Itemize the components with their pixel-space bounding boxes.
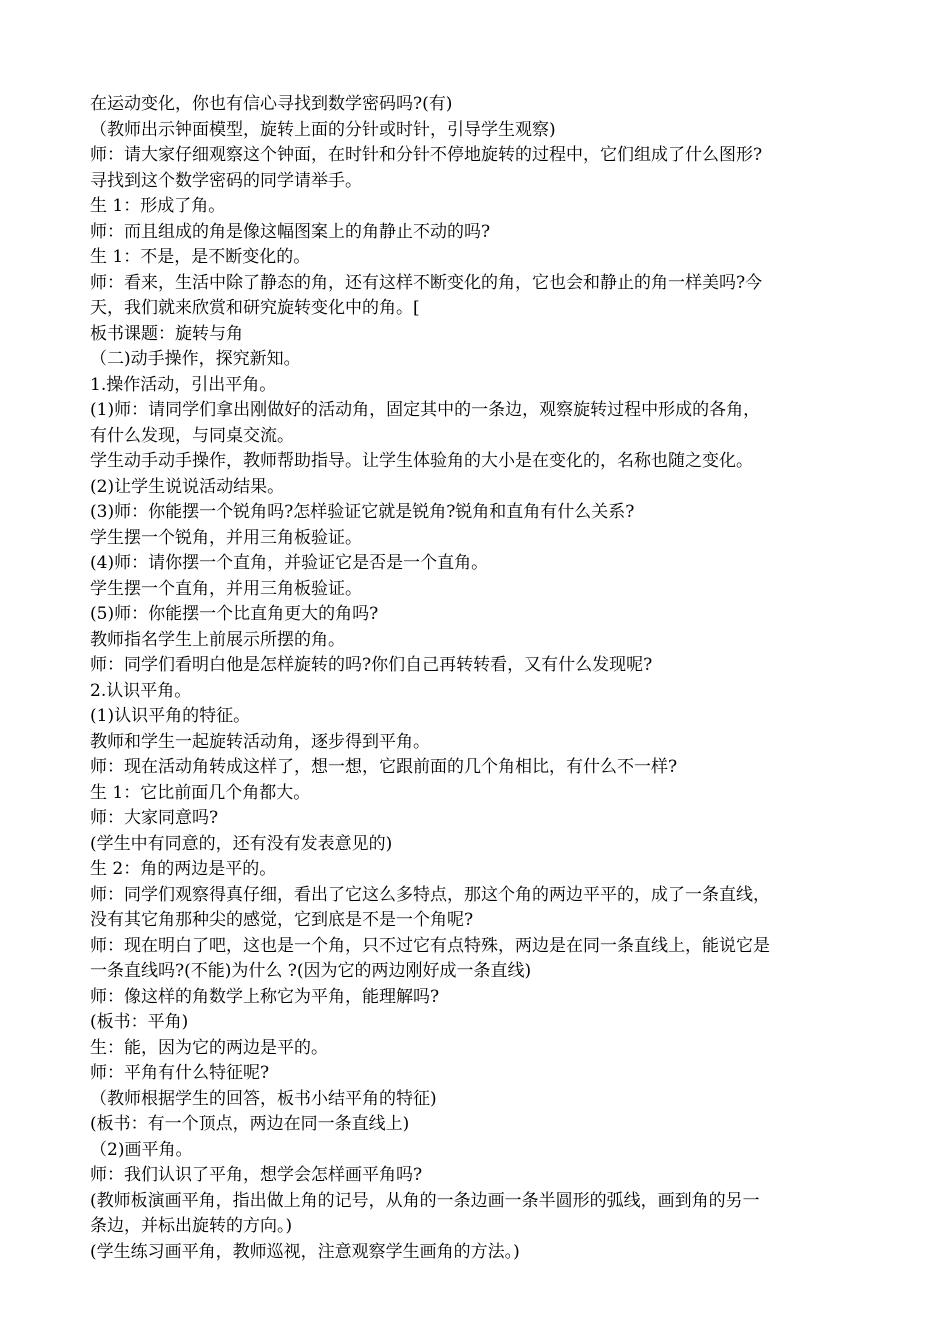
text-line: 师：同学们看明白他是怎样旋转的吗?你们自己再转转看，又有什么发现呢?: [90, 655, 653, 675]
text-line: 生 1：形成了角。: [90, 196, 226, 216]
text-line: 教师指名学生上前展示所摆的角。: [90, 629, 345, 650]
text-line: （教师根据学生的回答，板书小结平角的特征): [90, 1088, 437, 1109]
text-line: 生：能，因为它的两边是平的。: [90, 1037, 328, 1058]
text-line: 天，我们就来欣赏和研究旋转变化中的角。[: [90, 298, 420, 318]
text-line: 学生摆一个锐角，并用三角板验证。: [90, 527, 362, 548]
text-line: 在运动变化，你也有信心寻找到数学密码吗?(有): [90, 94, 453, 114]
text-line: 没有其它角那种尖的感觉，它到底是不是一个角呢?: [90, 910, 474, 930]
text-line: 师：同学们观察得真仔细，看出了它这么多特点，那这个角的两边平平的，成了一条直线，: [90, 884, 770, 905]
text-line: (5)师：你能摆一个比直角更大的角吗?: [90, 604, 379, 624]
document-page: [90, 92, 870, 1265]
text-line: 师：而且组成的角是像这幅图案上的角静止不动的吗?: [90, 221, 491, 242]
text-line: (1)认识平角的特征。: [90, 706, 251, 726]
text-line: (学生中有同意的，还有没有发表意见的): [90, 833, 393, 854]
text-line: (2)让学生说说活动结果。: [90, 476, 285, 497]
text-line: 师：像这样的角数学上称它为平角，能理解吗?: [90, 986, 440, 1007]
text-line: 教师和学生一起旋转活动角，逐步得到平角。: [90, 731, 430, 752]
text-line: 师：现在明白了吧，这也是一个角，只不过它有点特殊，两边是在同一条直线上，能说它是: [90, 935, 770, 956]
text-line: 有什么发现，与同桌交流。: [90, 425, 294, 446]
text-line: 生 1：它比前面几个角都大。: [90, 782, 311, 803]
text-line: 2.认识平角。: [90, 680, 192, 701]
text-line: 师：我们认识了平角，想学会怎样画平角吗?: [90, 1165, 423, 1185]
text-line: 生 2：角的两边是平的。: [90, 859, 277, 879]
text-line: (板书：平角): [90, 1012, 189, 1032]
text-line: (1)师：请同学们拿出刚做好的活动角，固定其中的一条边，观察旋转过程中形成的各角，: [90, 400, 761, 420]
text-line: 一条直线吗?(不能)为什么 ?(因为它的两边刚好成一条直线): [90, 961, 532, 981]
text-line: 学生动手动手操作，教师帮助指导。让学生体验角的大小是在变化的，名称也随之变化。: [90, 451, 753, 471]
text-line: 生 1：不是，是不断变化的。: [90, 247, 311, 267]
text-line: 板书课题：旋转与角: [90, 323, 243, 344]
text-line: 寻找到这个数学密码的同学请举手。: [90, 170, 362, 191]
text-line: (3)师：你能摆一个锐角吗?怎样验证它就是锐角?锐角和直角有什么关系?: [90, 502, 635, 522]
text-line: 1.操作活动，引出平角。: [90, 374, 277, 395]
text-line: 师：平角有什么特征呢?: [90, 1063, 270, 1083]
text-line: （教师出示钟面模型，旋转上面的分针或时针，引导学生观察): [90, 119, 556, 140]
text-line: 师：现在活动角转成这样了，想一想，它跟前面的几个角相比，有什么不一样?: [90, 757, 678, 777]
text-line: (板书：有一个顶点，两边在同一条直线上): [90, 1114, 410, 1134]
text-line: 师：看来，生活中除了静态的角，还有这样不断变化的角，它也会和静止的角一样美吗?今: [90, 272, 763, 293]
text-line: （二)动手操作，探究新知。: [90, 349, 301, 369]
text-line: (4)师：请你摆一个直角，并验证它是否是一个直角。: [90, 553, 489, 573]
text-line: 条边，并标出旋转的方向。): [90, 1216, 293, 1236]
text-line: (教师板演画平角，指出做上角的记号，从角的一条边画一条半圆形的弧线，画到角的另一: [90, 1190, 760, 1211]
text-line: 师：请大家仔细观察这个钟面，在时针和分针不停地旋转的过程中，它们组成了什么图形?: [90, 145, 763, 165]
text-line: 师：大家同意吗?: [90, 808, 219, 828]
text-line: （2)画平角。: [90, 1139, 193, 1160]
text-line: 学生摆一个直角，并用三角板验证。: [90, 578, 362, 599]
text-line: (学生练习画平角，教师巡视，注意观察学生画角的方法。): [90, 1241, 520, 1262]
